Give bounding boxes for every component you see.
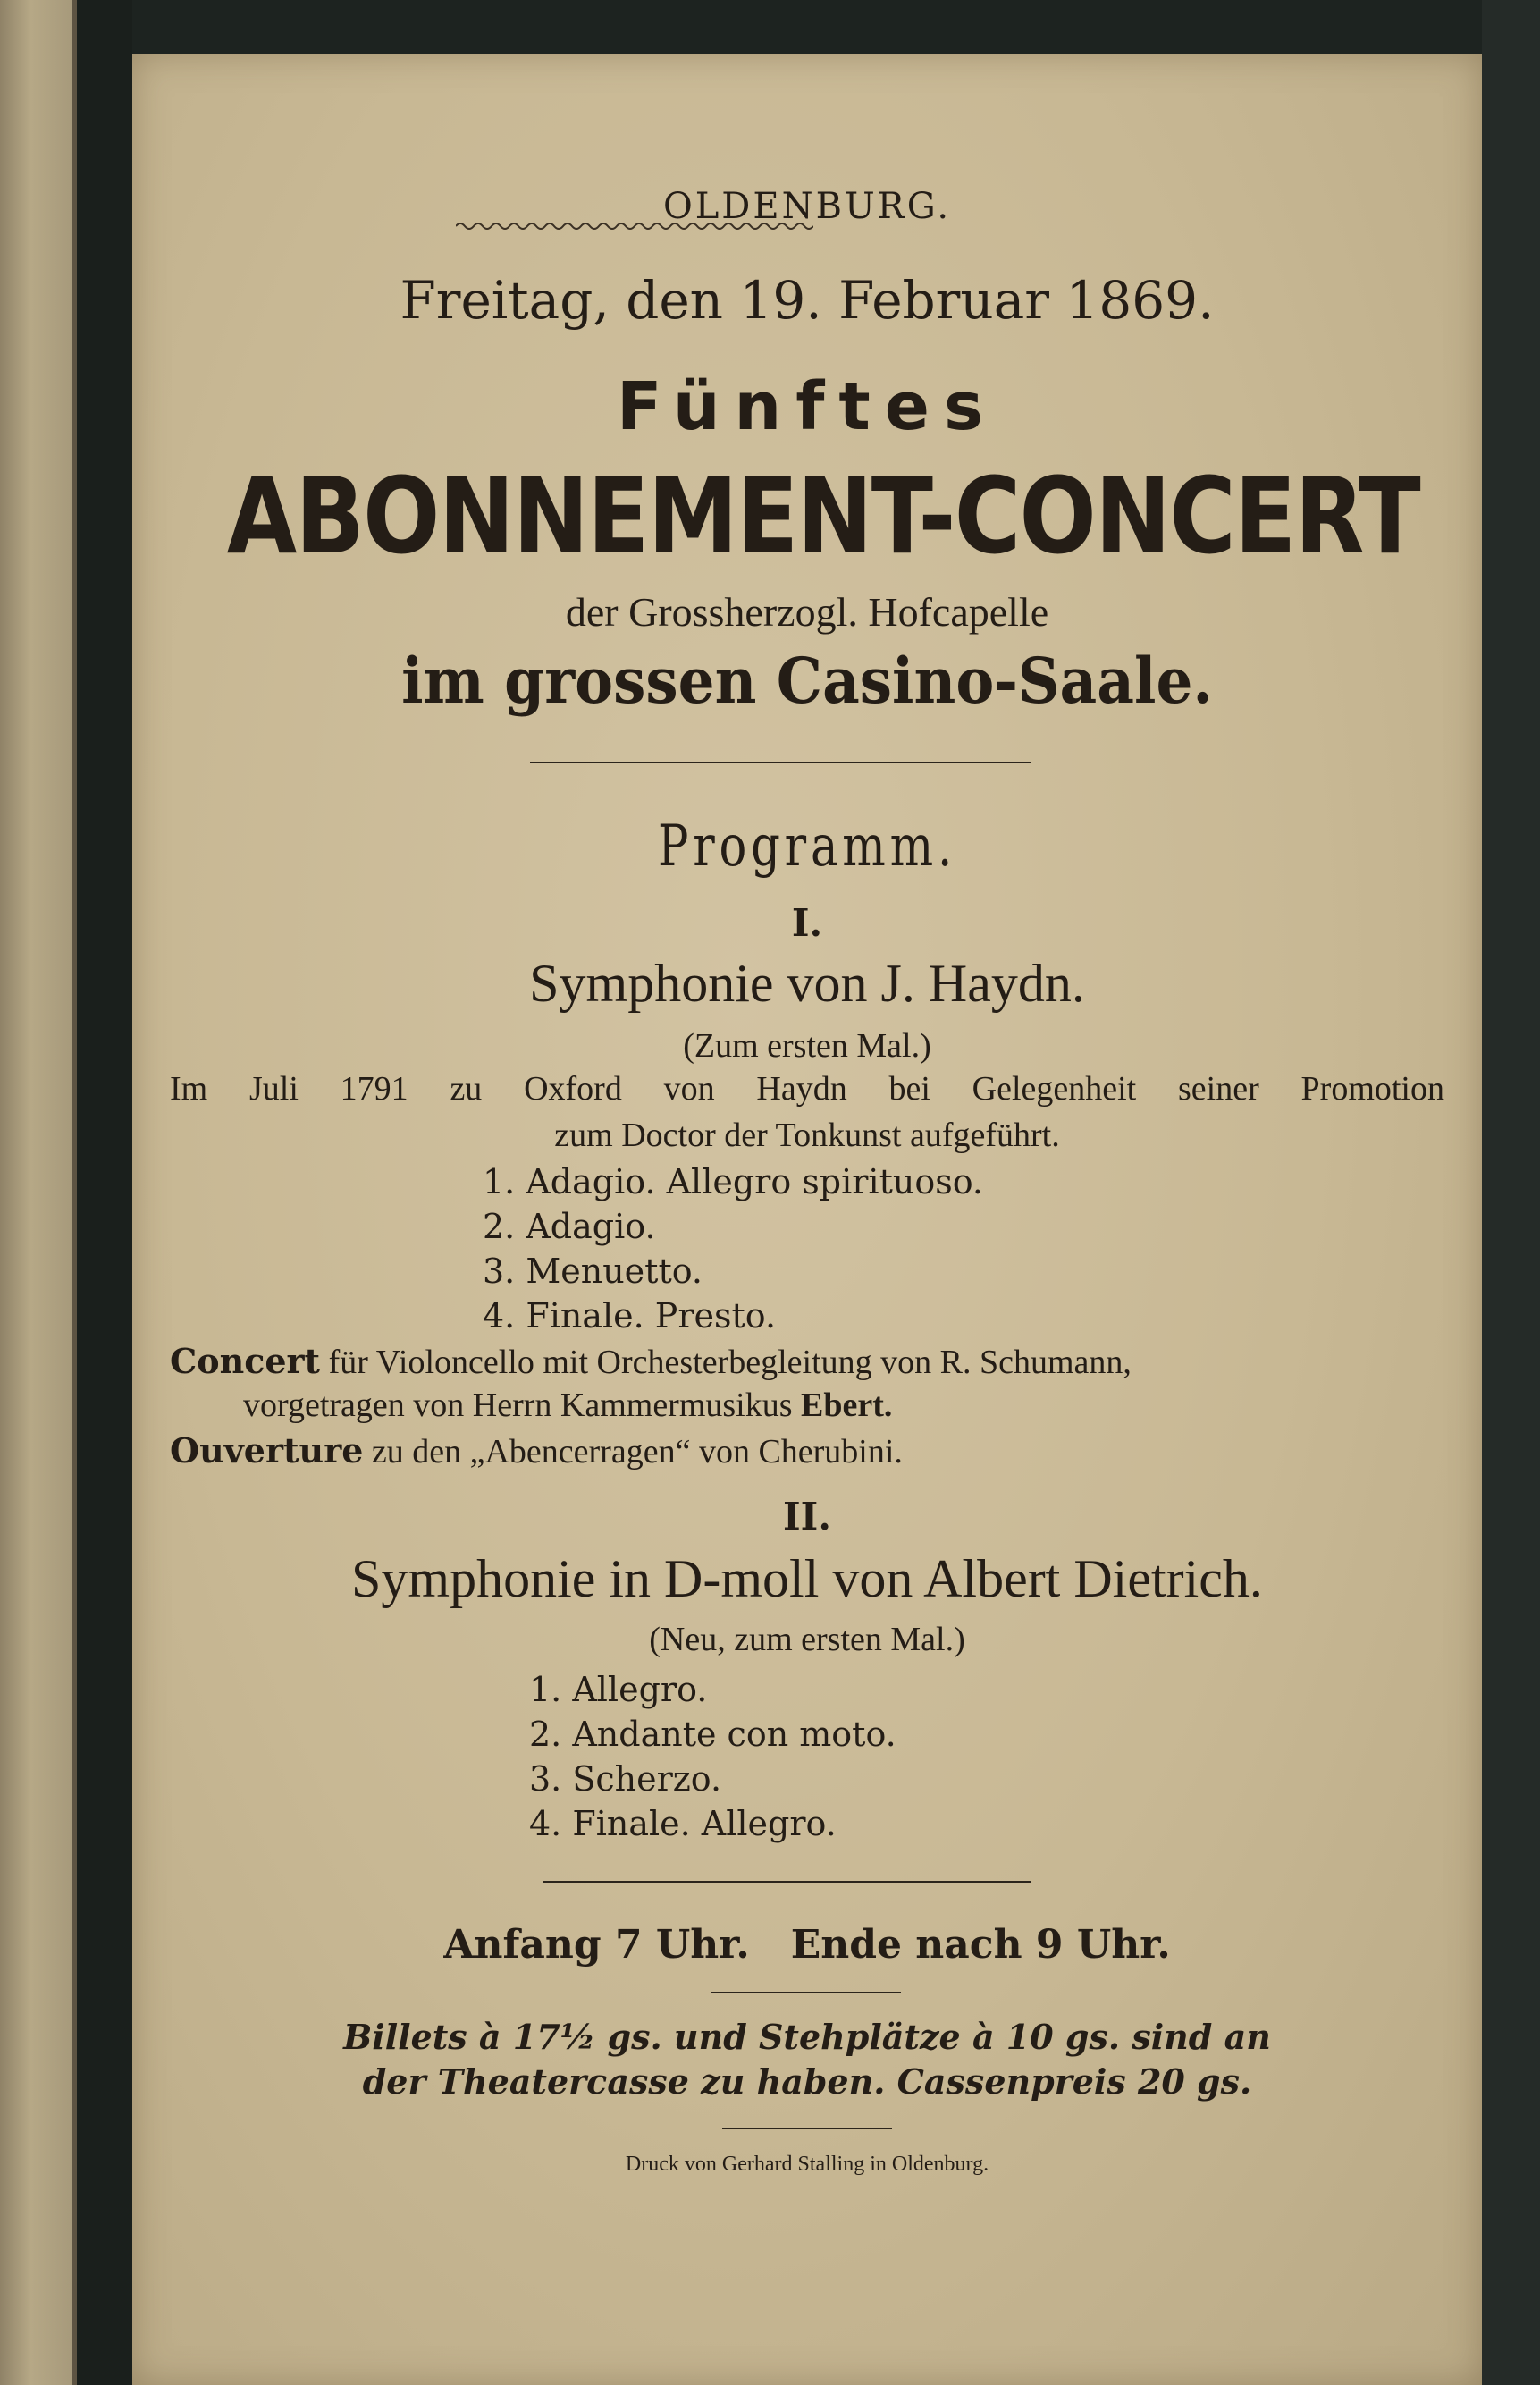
overture-description: zu den „Abencerragen“ von Cherubini. bbox=[371, 1433, 903, 1471]
concert-soloist-line bbox=[243, 1386, 892, 1425]
city-heading: OLDENBURG. bbox=[662, 186, 952, 227]
wavy-underline bbox=[456, 220, 813, 232]
printer-imprint: Druck von Gerhard Stalling in Oldenburg. bbox=[625, 2153, 989, 2176]
divider bbox=[543, 1881, 1031, 1883]
programme-heading: Programm. bbox=[657, 813, 957, 880]
short-divider bbox=[722, 2128, 892, 2129]
concert-number: Fünftes bbox=[616, 368, 998, 445]
concert-title: ABONNEMENT-CONCERT bbox=[226, 454, 1420, 577]
part1-title: Symphonie von J. Haydn. bbox=[529, 954, 1085, 1013]
scan-background bbox=[1482, 0, 1540, 2385]
programme-sheet bbox=[132, 54, 1482, 2385]
movement-item: 2. Adagio. bbox=[483, 1207, 656, 1246]
concert-times: Anfang 7 Uhr. Ende nach 9 Uhr. bbox=[443, 1922, 1171, 1968]
concert-description: für Violoncello mit Orchesterbegleitung von R. Schumann, bbox=[328, 1344, 1132, 1381]
ticket-prices-line2: der Theatercasse zu haben. Cassenpreis 20 gs. bbox=[362, 2061, 1252, 2102]
movement-item: 3. Menuetto. bbox=[483, 1251, 703, 1291]
part-numeral: II. bbox=[783, 1495, 831, 1538]
concert-item bbox=[170, 1341, 1132, 1382]
overture-item bbox=[170, 1430, 903, 1471]
venue: im grossen Casino-Saale. bbox=[401, 644, 1213, 718]
ticket-prices-line1: Billets à 17½ gs. und Stehplätze à 10 gs. sind an bbox=[343, 2017, 1271, 2057]
part1-description-line1: Im Juli 1791 zu Oxford von Haydn bei Gelegenheit seiner Promotion bbox=[170, 1070, 1444, 1108]
overture-keyword: Ouverture bbox=[170, 1430, 364, 1471]
part1-description-line2: zum Doctor der Tonkunst aufgeführt. bbox=[554, 1117, 1060, 1154]
part-numeral: I. bbox=[791, 901, 823, 945]
adjacent-page-edge bbox=[0, 0, 77, 2385]
movement-item: 2. Andante con moto. bbox=[529, 1715, 896, 1754]
part1-note: (Zum ersten Mal.) bbox=[683, 1027, 931, 1065]
short-divider bbox=[711, 1992, 901, 1993]
movement-item: 1. Adagio. Allegro spirituoso. bbox=[483, 1162, 983, 1201]
movement-item: 1. Allegro. bbox=[529, 1670, 708, 1709]
orchestra-name: der Grossherzogl. Hofcapelle bbox=[565, 589, 1049, 635]
movement-item: 4. Finale. Allegro. bbox=[529, 1804, 837, 1843]
soloist-intro: vorgetragen von Herrn Kammermusikus bbox=[243, 1386, 793, 1424]
movement-item: 3. Scherzo. bbox=[529, 1759, 722, 1799]
part2-title: Symphonie in D-moll von Albert Dietrich. bbox=[351, 1549, 1263, 1608]
divider bbox=[530, 762, 1031, 763]
concert-date: Freitag, den 19. Februar 1869. bbox=[400, 270, 1215, 331]
soloist-name: Ebert. bbox=[801, 1386, 893, 1424]
movement-item: 4. Finale. Presto. bbox=[483, 1296, 777, 1336]
part2-note: (Neu, zum ersten Mal.) bbox=[649, 1621, 965, 1658]
book-gutter bbox=[77, 0, 132, 2385]
concert-keyword: Concert bbox=[170, 1341, 321, 1381]
